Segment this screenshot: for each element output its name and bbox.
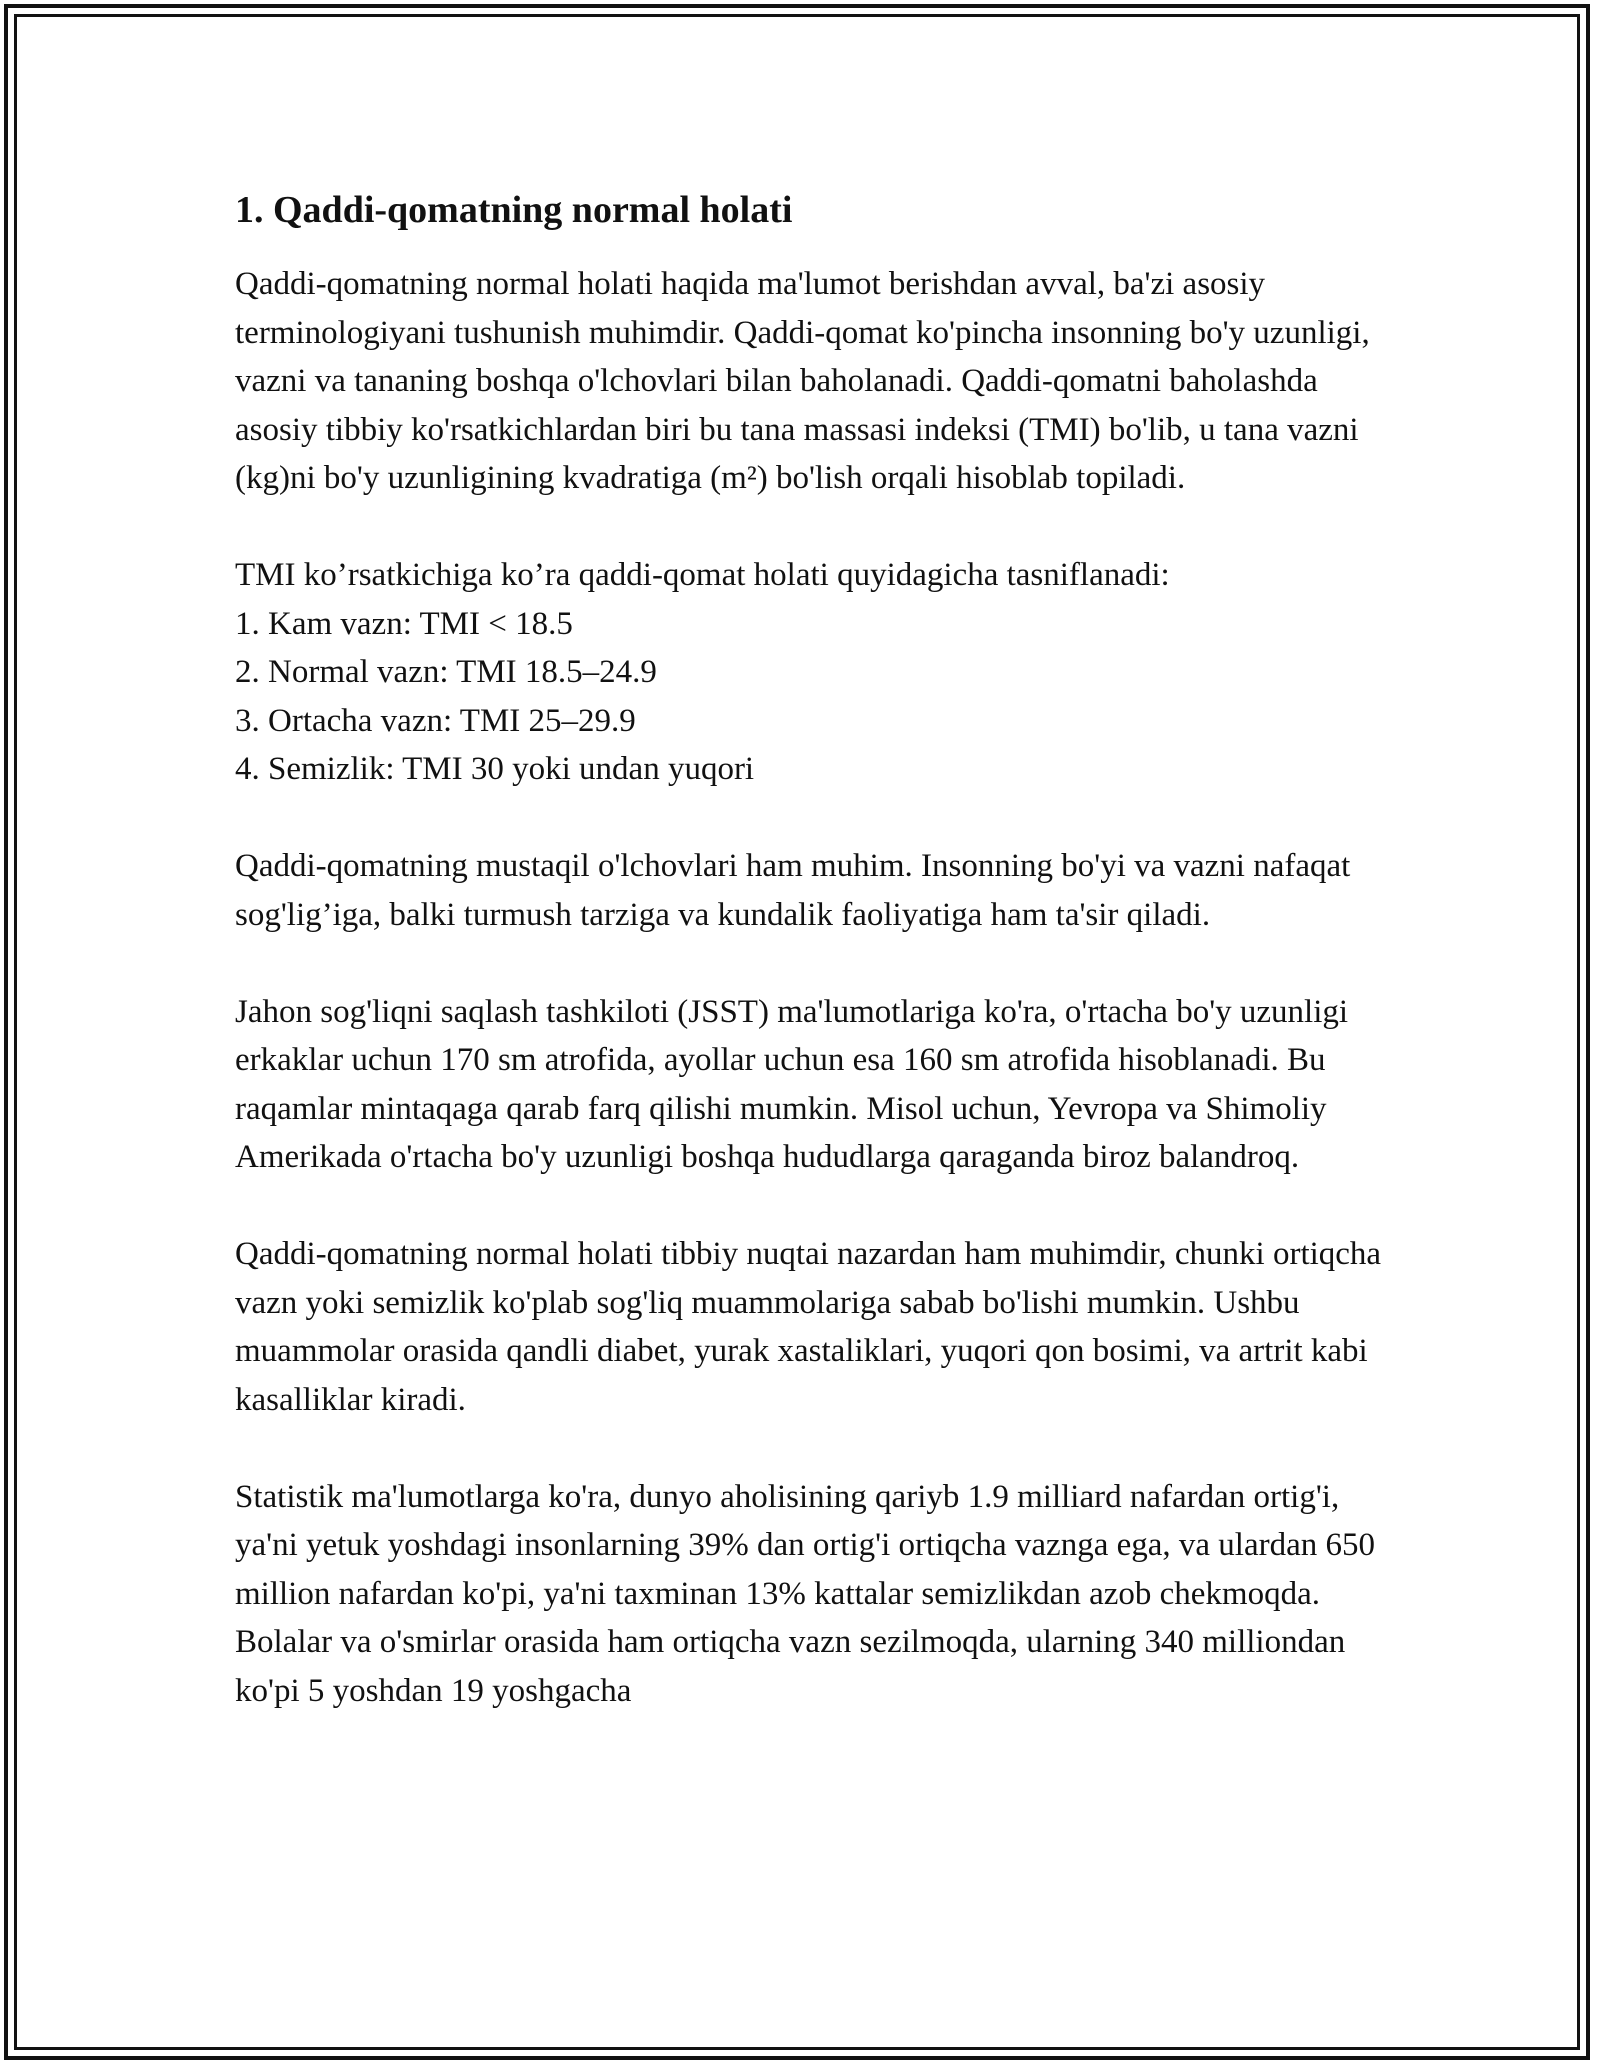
classification-list bbox=[235, 551, 1385, 794]
paragraph-who-data: Jahon sog'liqni saqlash tashkiloti (JSST) ma'lumotlariga ko'ra, o'rtacha bo'y uzunligi erkaklar uchun 170 sm atrofida, ayollar uchun esa 160 sm atrofida hisoblanadi. Bu raqamlar mintaqaga qarab farq qilishi mumkin. Misol uchun, Yevropa va Shimoliy Amerikada o'rtacha bo'y uzunligi boshqa hududlarga qaraganda biroz balandroq. bbox=[235, 993, 1349, 1175]
classification-intro: TMI ko’rsatkichiga ko’ra qaddi-qomat holati quyidagicha tasniflanadi: bbox=[235, 557, 1170, 593]
list-item: 4. Semizlik: TMI 30 yoki undan yuqori bbox=[235, 751, 755, 787]
list-item: 3. Ortacha vazn: TMI 25–29.9 bbox=[235, 702, 636, 739]
list-item: 1. Kam vazn: TMI < 18.5 bbox=[235, 605, 573, 642]
document-body bbox=[235, 186, 1385, 1764]
paragraph-statistics: Statistik ma'lumotlarga ko'ra, dunyo aholisining qariyb 1.9 milliard nafardan ortig'i, ya'ni yetuk yoshdagi insonlarning 39% dan ortig'i ortiqcha vaznga ega, va ulardan 650 million nafardan ko'pi, ya'ni taxminan 13% kattalar semizlikdan azob chekmoqda. Bolalar va o'smirlar orasida ham ortiqcha vazn sezilmoqda, ularning 340 milliondan ko'pi 5 yoshdan 19 yoshgacha bbox=[235, 1478, 1375, 1709]
paragraph-health-risks: Qaddi-qomatning normal holati tibbiy nuqtai nazardan ham muhimdir, chunki ortiqcha vazn yoki semizlik ko'plab sog'liq muammolariga sabab bo'lishi mumkin. Ushbu muammolar orasida qandli diabet, yurak xastaliklari, yuqori qon bosimi, va artrit kabi kasalliklar kiradi. bbox=[235, 1236, 1382, 1418]
list-item: 2. Normal vazn: TMI 18.5–24.9 bbox=[235, 654, 657, 690]
paragraph-intro: Qaddi-qomatning normal holati haqida ma'lumot berishdan avval, ba'zi asosiy terminologiyani tushunish muhimdir. Qaddi-qomat ko'pincha insonning bo'y uzunligi, vazni va tananing boshqa o'lchovlari bilan baholanadi. Qaddi-qomatni baholashda asosiy tibbiy ko'rsatkichlardan biri bu tana massasi indeksi (TMI) bo'lib, u tana vazni (kg)ni bo'y uzunligining kvadratiga (m²) bo'lish orqali hisoblab topiladi. bbox=[235, 266, 1370, 496]
section-heading: 1. Qaddi-qomatning normal holati bbox=[235, 189, 793, 231]
paragraph-measurements: Qaddi-qomatning mustaqil o'lchovlari ham muhim. Insonning bo'yi va vazni nafaqat sog'lig’iga, balki turmush tarziga va kundalik faoliyatiga ham ta'sir qiladi. bbox=[235, 848, 1351, 933]
